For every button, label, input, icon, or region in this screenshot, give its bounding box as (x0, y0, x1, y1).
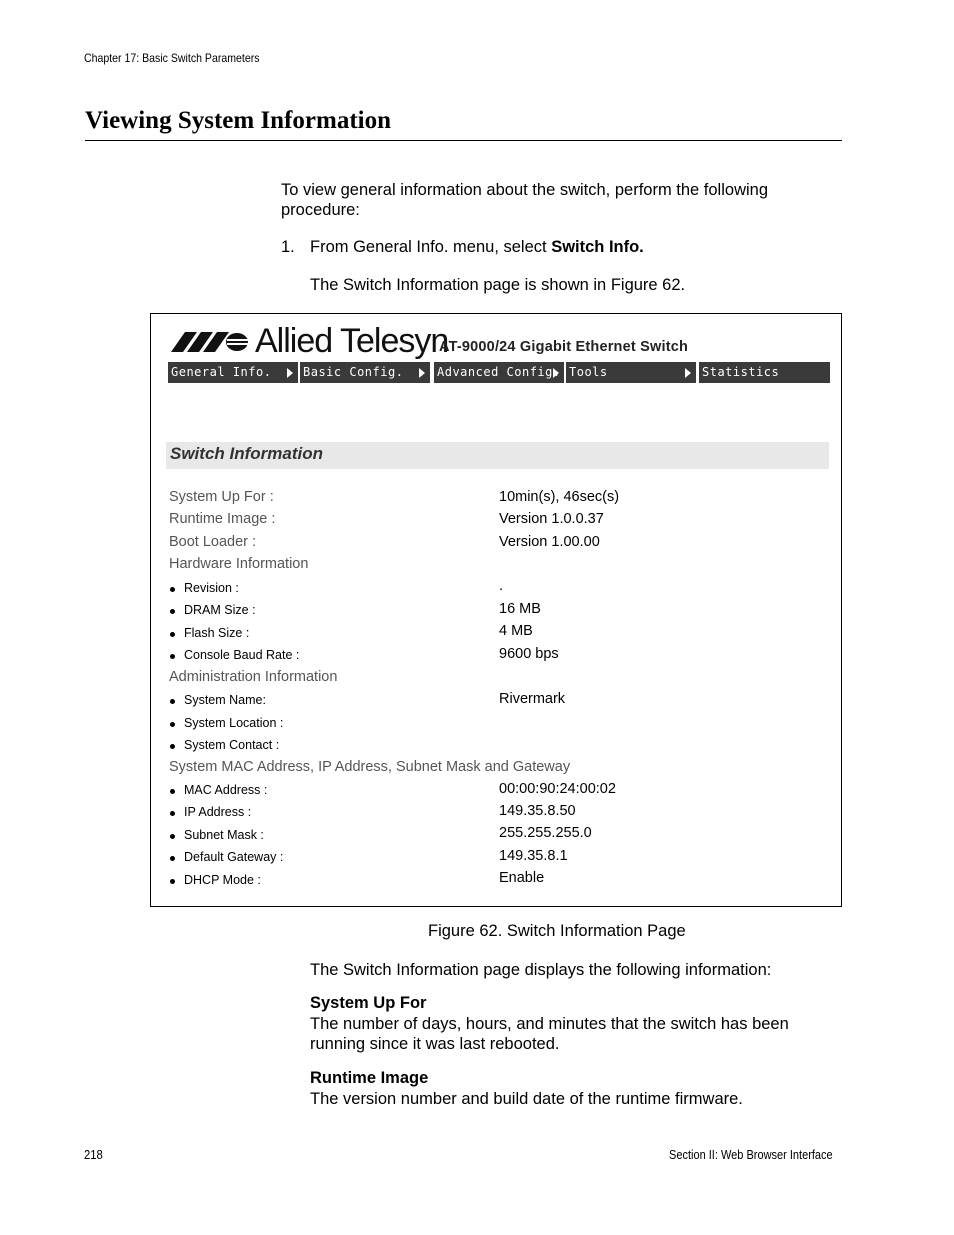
row-label: Console Baud Rate : (184, 648, 300, 662)
nav-label: Statistics (702, 365, 780, 379)
step-number: 1. (281, 238, 295, 256)
page-number: 218 (84, 1148, 103, 1162)
row-value: 4 MB (499, 623, 533, 639)
term-description: The number of days, hours, and minutes that the switch has been running since it was last rebooted. (310, 1015, 789, 1053)
bullet-icon (170, 722, 175, 727)
nav-label: Advanced Config. (437, 365, 561, 379)
term-title: Runtime Image (310, 1069, 429, 1087)
row-label: Flash Size : (184, 626, 250, 640)
nav-label: Tools (569, 365, 608, 379)
row-label: Boot Loader : (169, 534, 257, 550)
row-label: System Up For : (169, 489, 274, 505)
row-label: Revision : (184, 581, 239, 595)
right-arrow-icon (419, 368, 425, 378)
banner-title: Switch Information (170, 444, 323, 463)
step-text-bold: Switch Info. (551, 238, 644, 256)
figure-caption: Figure 62. Switch Information Page (428, 922, 686, 940)
step-text (310, 237, 644, 257)
bullet-icon (170, 587, 175, 592)
bullet-icon (170, 654, 175, 659)
nav-label: Basic Config. (303, 365, 404, 379)
row-value: Version 1.0.0.37 (499, 511, 604, 527)
nav-basic-config[interactable] (300, 362, 430, 383)
right-arrow-icon (685, 368, 691, 378)
step-text-plain: From General Info. menu, select (310, 238, 552, 256)
row-value: . (499, 578, 504, 594)
nav-tools[interactable] (566, 362, 696, 383)
row-label: Subnet Mask : (184, 828, 264, 842)
row-value: 16 MB (499, 601, 541, 617)
right-arrow-icon (553, 368, 559, 378)
nav-menu-bar (168, 362, 830, 383)
right-arrow-icon (287, 368, 293, 378)
group-heading: Administration Information (169, 669, 338, 685)
chapter-header: Chapter 17: Basic Switch Parameters (84, 51, 260, 65)
bullet-icon (170, 609, 175, 614)
nav-label: General Info. (171, 365, 272, 379)
row-label: System Location : (184, 716, 284, 730)
nav-advanced-config[interactable] (434, 362, 564, 383)
row-label: DHCP Mode : (184, 873, 261, 887)
row-value: Rivermark (499, 691, 566, 707)
bullet-icon (170, 879, 175, 884)
allied-telesyn-logo-icon (171, 328, 251, 354)
row-value: 00:00:90:24:00:02 (499, 781, 616, 797)
row-value: 149.35.8.50 (499, 803, 576, 819)
product-model: AT-9000/24 Gigabit Ethernet Switch (439, 339, 689, 355)
term-description: The version number and build date of the runtime firmware. (310, 1090, 743, 1108)
step-note: The Switch Information page is shown in Figure 62. (310, 276, 686, 294)
row-label: MAC Address : (184, 783, 268, 797)
bullet-icon (170, 699, 175, 704)
intro-paragraph: To view general information about the switch, perform the following procedure: (281, 181, 768, 219)
row-value: 255.255.255.0 (499, 825, 592, 841)
nav-general-info[interactable] (168, 362, 298, 383)
row-value: Enable (499, 870, 545, 886)
row-value: 149.35.8.1 (499, 848, 568, 864)
row-label: Default Gateway : (184, 850, 284, 864)
bullet-icon (170, 811, 175, 816)
row-label: System Name: (184, 693, 266, 707)
bullet-icon (170, 834, 175, 839)
title-divider (85, 140, 842, 141)
row-value: 9600 bps (499, 646, 559, 662)
group-heading: Hardware Information (169, 556, 309, 572)
displays-paragraph: The Switch Information page displays the following information: (310, 961, 772, 979)
row-value: 10min(s), 46sec(s) (499, 489, 620, 505)
row-label: System Contact : (184, 738, 280, 752)
group-heading: System MAC Address, IP Address, Subnet Mask and Gateway (169, 759, 571, 775)
nav-statistics[interactable] (699, 362, 830, 383)
section-title: Viewing System Information (85, 107, 392, 134)
term-title: System Up For (310, 994, 427, 1012)
row-label: Runtime Image : (169, 511, 276, 527)
bullet-icon (170, 856, 175, 861)
bullet-icon (170, 632, 175, 637)
footer-section: Section II: Web Browser Interface (669, 1148, 833, 1162)
figure-screenshot (150, 313, 842, 907)
switch-info-banner (166, 442, 829, 469)
brand-name: Allied Telesyn (255, 322, 449, 360)
row-label: DRAM Size : (184, 603, 256, 617)
row-value: Version 1.00.00 (499, 534, 600, 550)
row-label: IP Address : (184, 805, 252, 819)
bullet-icon (170, 744, 175, 749)
bullet-icon (170, 789, 175, 794)
